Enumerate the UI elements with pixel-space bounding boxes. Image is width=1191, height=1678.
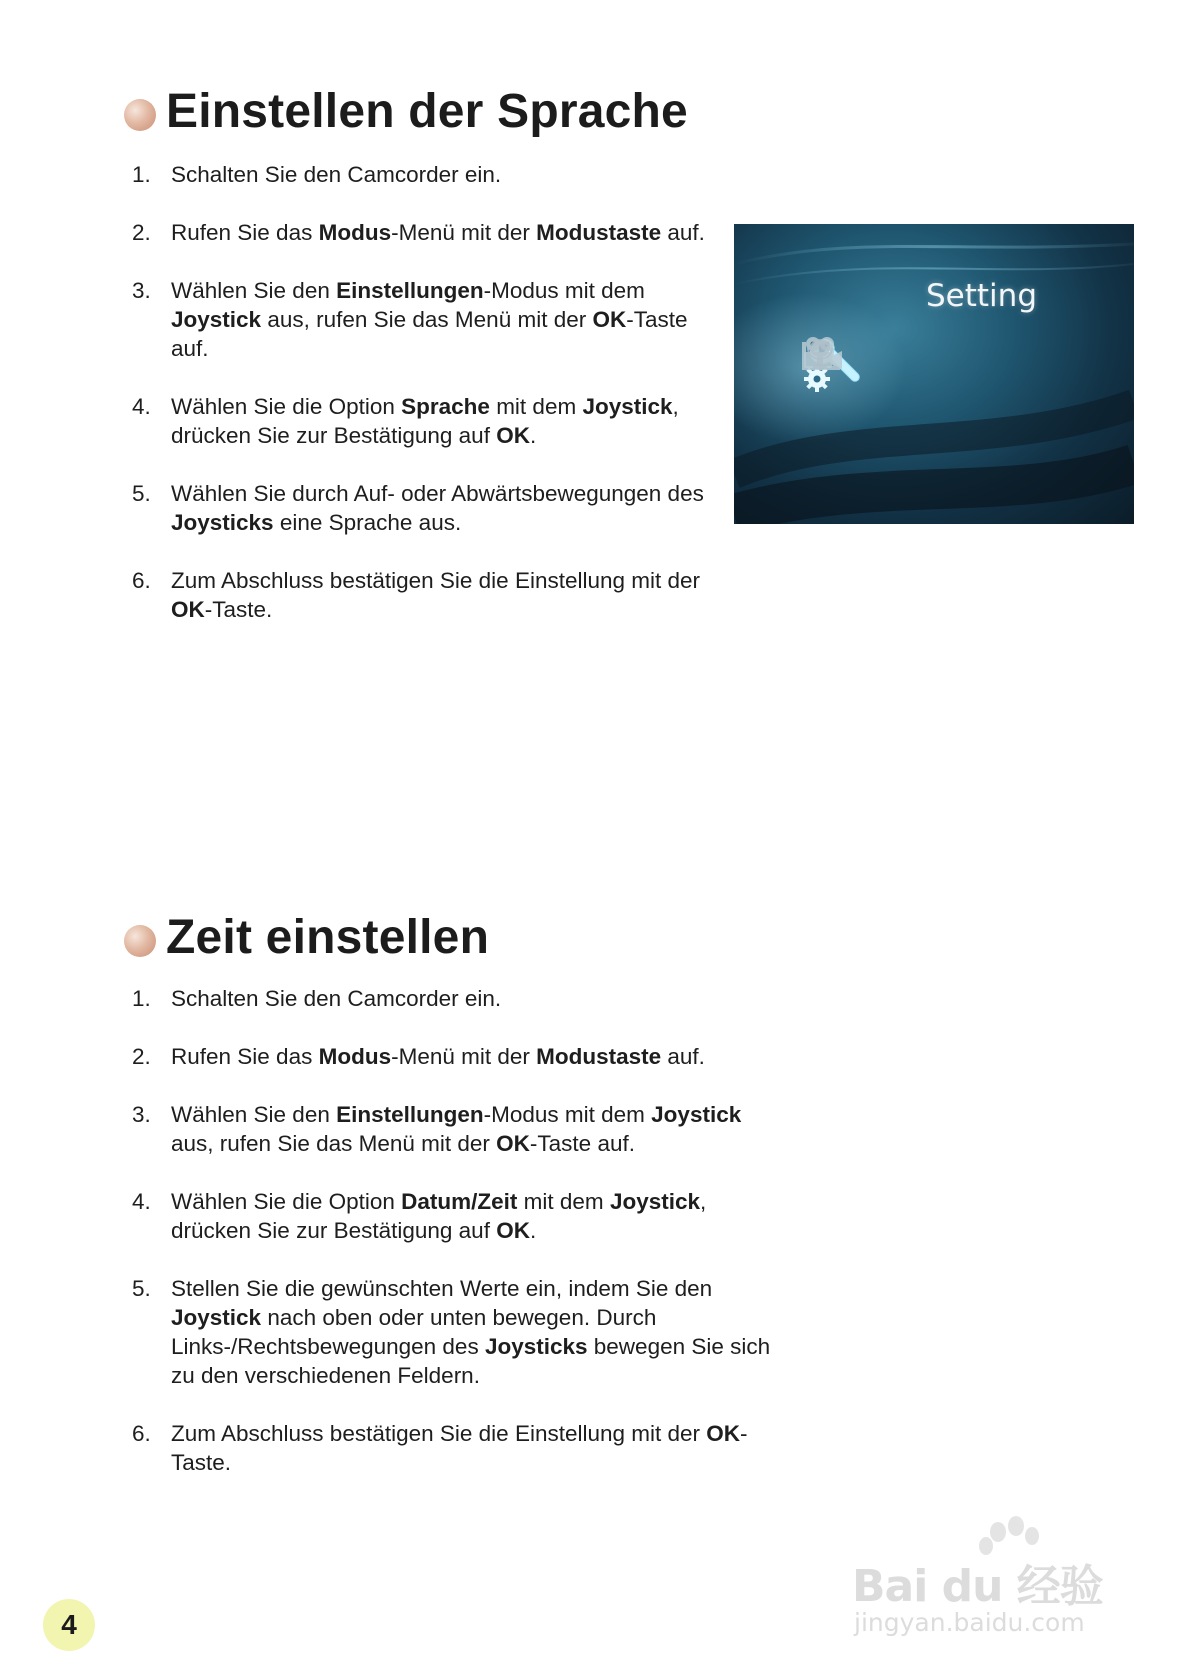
step-emphasis: Joysticks — [171, 510, 274, 535]
step-text — [171, 1189, 706, 1243]
step-emphasis: Modustaste — [536, 220, 662, 245]
step-item — [132, 160, 706, 189]
step-text-run: Wählen Sie die Option — [171, 1189, 402, 1214]
step-item — [132, 984, 782, 1013]
step-text — [171, 1102, 741, 1156]
step-text-run: , drücken Sie zur Bestätigung auf — [171, 1189, 707, 1243]
step-number: 2. — [132, 220, 151, 245]
step-emphasis: Joystick — [171, 307, 262, 332]
step-number: 2. — [132, 1044, 151, 1069]
step-emphasis: OK — [706, 1421, 741, 1446]
step-number: 6. — [132, 1421, 151, 1446]
step-text — [171, 1421, 748, 1475]
step-text-run: , drücken Sie zur Bestätigung auf — [171, 394, 679, 448]
step-number: 3. — [132, 278, 151, 303]
step-text-run: auf. — [661, 1044, 705, 1069]
step-text-run: -Taste auf. — [171, 307, 688, 361]
step-text-run: Wählen Sie den — [171, 1102, 337, 1127]
step-text-run: mit dem — [489, 394, 583, 419]
page-number: 4 — [61, 1609, 77, 1640]
step-emphasis: OK — [592, 307, 627, 332]
step-text — [171, 394, 679, 448]
step-item — [132, 1042, 782, 1071]
step-text-run: aus, rufen Sie das Menü mit der — [261, 307, 593, 332]
step-text-run: -Modus mit dem — [483, 278, 645, 303]
step-text — [171, 1044, 705, 1069]
step-emphasis: Modus — [318, 220, 392, 245]
step-emphasis: Joystick — [582, 394, 673, 419]
step-emphasis: OK — [496, 1131, 530, 1156]
step-text-run: Rufen Sie das — [171, 220, 319, 245]
step-number: 1. — [132, 162, 151, 187]
page-number-badge — [43, 1599, 95, 1651]
step-emphasis: Einstellungen — [336, 1102, 484, 1127]
step-emphasis: OK — [496, 423, 530, 448]
heading-bullet-icon — [124, 925, 156, 957]
step-emphasis: Datum/Zeit — [401, 1189, 518, 1214]
step-item — [132, 479, 706, 537]
step-item — [132, 566, 706, 624]
step-text-run: . — [529, 1218, 537, 1243]
step-text — [171, 1276, 770, 1388]
step-emphasis: Joystick — [609, 1189, 700, 1214]
watermark-url: jingyan.baidu.com — [854, 1608, 1085, 1637]
heading-bullet-icon — [124, 99, 156, 131]
step-text-run: auf. — [661, 220, 705, 245]
step-number: 3. — [132, 1102, 151, 1127]
step-item — [132, 1100, 782, 1158]
step-number: 5. — [132, 1276, 151, 1301]
step-text-run: Schalten Sie den Camcorder ein. — [171, 162, 502, 187]
step-item — [132, 392, 706, 450]
step-text-run: Schalten Sie den Camcorder ein. — [171, 986, 502, 1011]
step-item — [132, 1187, 782, 1245]
section-heading-time — [124, 910, 489, 965]
step-text-run: -Menü mit der — [391, 1044, 537, 1069]
step-item — [132, 276, 706, 363]
step-emphasis: Modus — [318, 1044, 392, 1069]
step-number: 1. — [132, 986, 151, 1011]
step-item — [132, 218, 706, 247]
step-number: 4. — [132, 394, 151, 419]
step-text-run: mit dem — [517, 1189, 610, 1214]
step-text-run: -Taste. — [204, 597, 273, 622]
step-number: 6. — [132, 568, 151, 593]
step-emphasis: Modustaste — [536, 1044, 662, 1069]
zoom-magnifier-icon[interactable] — [944, 334, 1000, 394]
step-list-language — [132, 160, 706, 653]
step-text-run: Wählen Sie durch Auf- oder Abwärtsbewegungen des — [171, 481, 704, 506]
step-text-run: Wählen Sie den — [171, 278, 337, 303]
step-text-run: Wählen Sie die Option — [171, 394, 402, 419]
step-text-run: -Menü mit der — [391, 220, 537, 245]
step-item — [132, 1274, 782, 1390]
mode-icon-row — [800, 334, 1072, 394]
step-item — [132, 1419, 782, 1477]
section-title: Zeit einstellen — [166, 911, 490, 964]
step-list-time — [132, 984, 782, 1506]
step-text — [171, 278, 688, 361]
step-text-run: -Taste auf. — [529, 1131, 635, 1156]
step-text-run: eine Sprache aus. — [273, 510, 462, 535]
step-emphasis: OK — [171, 597, 205, 622]
step-emphasis: Sprache — [401, 394, 490, 419]
section-title: Einstellen der Sprache — [166, 85, 688, 138]
camcorder-setting-screen — [734, 224, 1134, 524]
step-text-run: . — [529, 423, 537, 448]
step-text-run: bewegen Sie sich zu den verschiedenen Feldern. — [171, 1334, 771, 1388]
step-number: 5. — [132, 481, 151, 506]
step-text — [171, 986, 501, 1011]
step-text-run: -Modus mit dem — [483, 1102, 652, 1127]
section-heading-language — [124, 84, 688, 139]
step-text-run: aus, rufen Sie das Menü mit der — [171, 1131, 497, 1156]
step-text — [171, 162, 501, 187]
step-text-run: -Taste. — [171, 1421, 748, 1475]
step-text — [171, 220, 705, 245]
step-text — [171, 481, 704, 535]
screen-title: Setting — [926, 278, 1037, 314]
step-text-run: Rufen Sie das — [171, 1044, 319, 1069]
step-emphasis: Joysticks — [484, 1334, 588, 1359]
step-emphasis: Joystick — [171, 1305, 262, 1330]
step-emphasis: OK — [496, 1218, 530, 1243]
step-emphasis: Joystick — [651, 1102, 742, 1127]
step-text — [171, 568, 700, 622]
step-emphasis: Einstellungen — [336, 278, 484, 303]
step-text-run: Stellen Sie die gewünschten Werte ein, indem Sie den — [171, 1276, 713, 1301]
step-text-run: Zum Abschluss bestätigen Sie die Einstellung mit der — [171, 1421, 707, 1446]
step-number: 4. — [132, 1189, 151, 1214]
microphone-icon[interactable] — [1016, 334, 1072, 394]
baidu-watermark — [850, 1512, 1130, 1642]
step-text-run: Zum Abschluss bestätigen Sie die Einstellung mit der — [171, 568, 701, 593]
step-text-run: nach oben oder unten bewegen. Durch Links-/Rechtsbewegungen des — [171, 1305, 657, 1359]
movie-camera-icon[interactable] — [872, 334, 928, 394]
watermark-brand: Bai du 经验 — [852, 1561, 1103, 1612]
